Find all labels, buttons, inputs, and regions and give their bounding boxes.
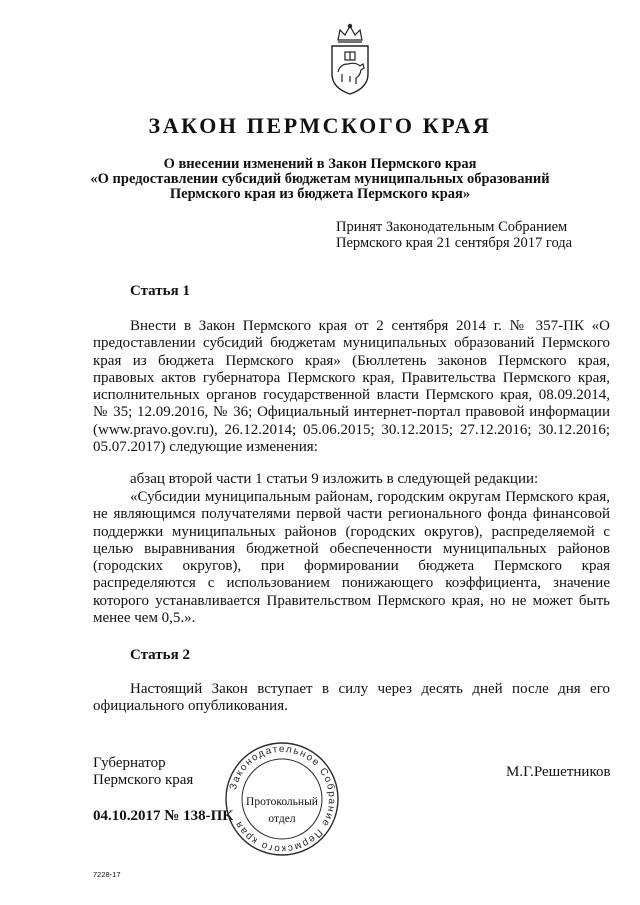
article-2-heading: Статья 2 [130,647,190,663]
subtitle-line: О внесении изменений в Закон Пермского края [163,156,477,172]
signatory-position [93,755,193,789]
subtitle-line: Пермского края из бюджета Пермского края» [169,186,471,202]
position-line: Пермского края [93,772,194,788]
adoption-note [336,219,572,251]
article-1-paragraph: Внести в Закон Пермского края от 2 сентября 2014 г. № 357-ПК «О предоставлении субсидий бюджетам муниципальных образований Пермского края из бюджета Пермского края» (Бюллетень законов Пермского края, правовых актов губернатора Пермского края, Правительства Пермского края, исполнительных органов государственной власти Пермского края, 08.09.2014, № 35; 12.09.2016, № 36; Официальный интернет-портал правовой информации (www.pravo.gov.ru), 26.12.2014; 05.06.2015; 30.12.2015; 27.12.2016; 30.12.2016; 05.07.2017) следующие изменения: [93,318,610,456]
law-number: 04.10.2017 № 138-ПК [93,808,234,824]
article-1-paragraph: абзац второй части 1 статьи 9 изложить в следующей редакции: [130,471,539,487]
stamp-ring-text: Законодательное Собрание Пермского края [227,743,338,855]
document-title: ЗАКОН ПЕРМСКОГО КРАЯ [148,113,492,138]
adoption-line: Пермского края 21 сентября 2017 года [336,235,573,251]
subtitle-line: «О предоставлении субсидий бюджетам муниципальных образований [90,171,550,187]
stamp-center-line: Протокольный [246,796,318,808]
document-code: 7228-17 [93,870,121,879]
article-2-paragraph: Настоящий Закон вступает в силу через десять дней после дня его официального опубликования. [93,681,610,715]
document-subtitle [90,157,550,202]
coat-of-arms-icon [326,22,374,96]
stamp-center-line: отдел [268,813,296,825]
article-1-paragraph: «Субсидии муниципальным районам, городским округам Пермского края, не являющимся получателями первой части регионального фонда финансовой поддержки муниципальных районов (городских округов), распределяемой с целью выравнивания бюджетной обеспеченности муниципальных районов (городских округов), при формировании бюджета Пермского края распределяются с использованием понижающего коэффициента, значение которого устанавливается Правительством Пермского края, но не может быть менее чем 0,5.». [93,489,610,627]
position-line: Губернатор [93,755,166,771]
signatory-name: М.Г.Решетников [506,764,611,780]
article-1-heading: Статья 1 [130,283,190,299]
adoption-line: Принят Законодательным Собранием [336,219,568,235]
